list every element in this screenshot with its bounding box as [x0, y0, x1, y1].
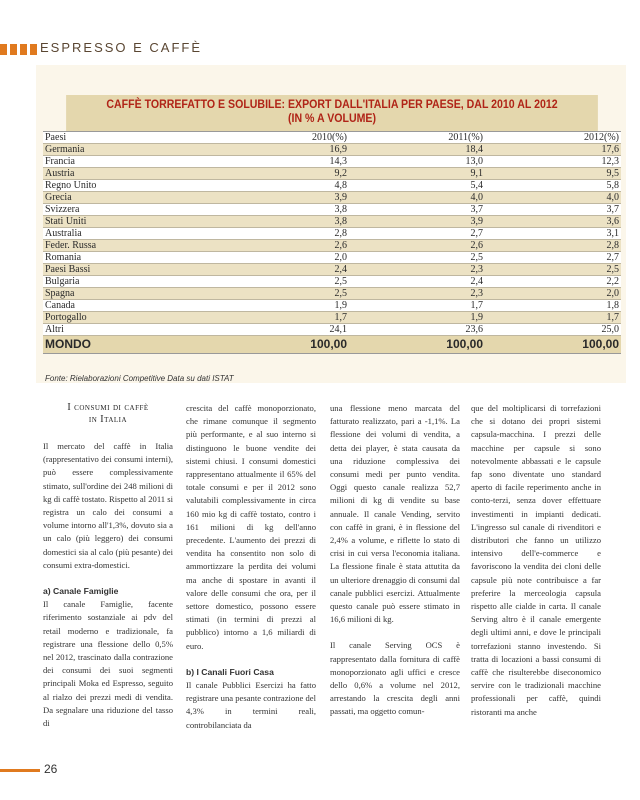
page-header	[0, 38, 640, 58]
value-cell: 2,7	[349, 228, 485, 240]
table-row	[43, 204, 621, 216]
table-row	[43, 228, 621, 240]
country-cell: Australia	[43, 228, 213, 240]
value-cell: 2,0	[485, 288, 621, 300]
value-cell: 9,2	[213, 168, 349, 180]
country-cell: Spagna	[43, 288, 213, 300]
value-cell: 23,6	[349, 324, 485, 336]
value-cell: 4,0	[349, 192, 485, 204]
table-row	[43, 240, 621, 252]
table-row	[43, 168, 621, 180]
country-cell: Paesi Bassi	[43, 264, 213, 276]
value-cell: 1,7	[349, 300, 485, 312]
paragraph: Il mercato del caffè in Italia (rappresentativo dei consumi interni), può essere complessivamente stimato, sull'ordine dei 248 milioni di kg di caffè tostato. Rispetto al 2011 si registra un calo dei consumi a volume intorno all'1,3%, dovuto sia a un calo (più leggero) dei consumi domestici sia al calo (più pesante) dei consumi extra-domestici.	[43, 441, 173, 570]
table-row	[43, 180, 621, 192]
value-cell: 3,9	[213, 192, 349, 204]
country-cell: Grecia	[43, 192, 213, 204]
footer-accent-line	[0, 769, 40, 772]
table-row	[43, 300, 621, 312]
value-cell: 5,4	[349, 180, 485, 192]
value-cell: 2,3	[349, 264, 485, 276]
paragraph: una flessione meno marcata del fatturato realizzato, pari a -1,1%. La flessione dei volumi di vendita, a detta dei player, è stata causata da una riduzione complessiva dei consumi medi per punto vendita. Oggi questo canale realizza 52,7 milioni di kg di vendite su base annuale. Il canale Vending, servito con caffè in grani, è in flessione del 2,4% a volume, e riflette lo stato di crisi in cui versa l'economia italiana. La flessione finale è stata attutita da un ulteriore drenaggio di consumi dal canale pubblici esercizi. Attualmente questo canale può essere stimato in 16,6 milioni di kg.	[330, 403, 460, 625]
value-cell: 1,9	[213, 300, 349, 312]
table-row	[43, 216, 621, 228]
value-cell: 2,5	[213, 288, 349, 300]
table-row	[43, 192, 621, 204]
country-cell: Svizzera	[43, 204, 213, 216]
value-cell: 16,9	[213, 144, 349, 156]
value-cell: 2,2	[485, 276, 621, 288]
value-cell: 3,7	[349, 204, 485, 216]
value-cell: 3,7	[485, 204, 621, 216]
value-cell: 1,8	[485, 300, 621, 312]
value-cell: 2,6	[349, 240, 485, 252]
value-cell: 1,7	[213, 312, 349, 324]
paragraph: Il canale Serving OCS è rappresentato dalla fornitura di caffè monoporzionato agli uffici e cresce dello 0,6% a volume nel 2012, arrestando la crescita degli anni passati, ma oggetto comun-	[330, 640, 460, 717]
value-cell: 2,0	[213, 252, 349, 264]
value-cell: 4,0	[485, 192, 621, 204]
country-cell: Stati Uniti	[43, 216, 213, 228]
country-cell: Portogallo	[43, 312, 213, 324]
table-row	[43, 252, 621, 264]
value-cell: 3,8	[213, 204, 349, 216]
country-cell: Altri	[43, 324, 213, 336]
value-cell: 3,6	[485, 216, 621, 228]
value-cell: 2,5	[213, 276, 349, 288]
value-cell: 4,8	[213, 180, 349, 192]
total-value: 100,00	[213, 336, 349, 354]
value-cell: 2,5	[349, 252, 485, 264]
value-cell: 3,8	[213, 216, 349, 228]
table-source: Fonte: Rielaborazioni Competitive Data su dati ISTAT	[45, 374, 234, 383]
country-cell: Austria	[43, 168, 213, 180]
value-cell: 25,0	[485, 324, 621, 336]
table-row	[43, 276, 621, 288]
table-row	[43, 288, 621, 300]
value-cell: 5,8	[485, 180, 621, 192]
value-cell: 2,8	[213, 228, 349, 240]
country-cell: Feder. Russa	[43, 240, 213, 252]
value-cell: 3,1	[485, 228, 621, 240]
export-table	[43, 95, 621, 354]
table-row	[43, 324, 621, 336]
table-row	[43, 156, 621, 168]
country-cell: Bulgaria	[43, 276, 213, 288]
country-cell: Romania	[43, 252, 213, 264]
subheading: a) Canale Famiglie	[43, 586, 119, 597]
value-cell: 1,7	[485, 312, 621, 324]
value-cell: 9,1	[349, 168, 485, 180]
table-row	[43, 264, 621, 276]
article-heading: I consumi di caffè in Italia	[67, 402, 149, 425]
country-cell: Regno Unito	[43, 180, 213, 192]
value-cell: 2,5	[485, 264, 621, 276]
value-cell: 14,3	[213, 156, 349, 168]
value-cell: 13,0	[349, 156, 485, 168]
value-cell: 12,3	[485, 156, 621, 168]
table-row	[43, 144, 621, 156]
article-column-3	[330, 402, 460, 732]
country-cell: Germania	[43, 144, 213, 156]
header-squares	[0, 44, 37, 55]
table-row	[43, 312, 621, 324]
article-column-2	[186, 402, 316, 745]
value-cell: 2,8	[485, 240, 621, 252]
table-total-row	[43, 336, 621, 354]
value-cell: 2,4	[213, 264, 349, 276]
total-value: 100,00	[349, 336, 485, 354]
paragraph: crescita del caffè monoporzionato, che rimane comunque il segmento più performante, e al suo interno si distinguono le buone vendite dei sistemi chiusi. I consumi domestici rappresentano attualmente il 65% del totale consumi e per il 2012 sono valutabili complessivamente in circa 160 mio kg di caffè tostato, contro i 161 milioni di kg dell'anno precedente. L'aumento dei prezzi di vendita ha consentito non solo di ammortizzare la perdita dei volumi ma anche di spostare in avanti il valore delle consumi che ora, per il settore domestico, possono essere stimati (in termini di prezzi al pubblico) intorno a 1,6 miliardi di euro.	[186, 403, 316, 651]
paragraph: que del moltiplicarsi di torrefazioni che si dotano dei propri sistemi capsula-macchina. I prezzi delle macchine per capsule si sono notevolmente abbassati e le capsule fap sono diventate uno standard aperto di facile reperimento anche in conto-terzi, senza dover effettuare investimenti in impianti dedicati. L'ingresso sul canale di rivenditori e distributori che fanno un utilizzo intensivo dell'e-commerce e favoriscono la vendita dei cloni delle capsule più note contribuisce a far preferire la merceologia capsula rispetto alle cialde in carta. Il canale Serving altro è il canale emergente degli ultimi anni, e dove le principali torrefazioni stanno investendo. Si tratta di locazioni a bassi consumi di caffè che risulterebbe diseconomico servire con le tradizionali macchine professionali per caffè, quindi ristoranti ma anche	[471, 403, 601, 717]
value-cell: 17,6	[485, 144, 621, 156]
value-cell: 24,1	[213, 324, 349, 336]
total-value: 100,00	[485, 336, 621, 354]
value-cell: 18,4	[349, 144, 485, 156]
value-cell: 2,6	[213, 240, 349, 252]
paragraph: a) Canale Famiglie Il canale Famiglie, facente riferimento sostanziale ai pdv del retail moderno e tradizionale, fa registrare una flessione dello 0,5% nel 2012, trascinato dalla contrazione dei consumi dei suoi segmenti principali Moka ed Espresso, seguito al rialzo dei prezzi medi di vendita. Da segnalare una riduzione del tasso di	[43, 586, 173, 729]
page-number: 26	[44, 762, 58, 776]
value-cell: 2,3	[349, 288, 485, 300]
country-cell: Francia	[43, 156, 213, 168]
table-title: CAFFÈ TORREFATTO E SOLUBILE: EXPORT DALL'ITALIA PER PAESE, DAL 2010 AL 2012 (IN % A VOLUME)	[66, 95, 598, 131]
country-cell: Canada	[43, 300, 213, 312]
article-column-1	[43, 402, 173, 743]
value-cell: 3,9	[349, 216, 485, 228]
value-cell: 2,4	[349, 276, 485, 288]
table-header-row: Paesi 2010(%) 2011(%) 2012(%)	[45, 132, 619, 143]
value-cell: 9,5	[485, 168, 621, 180]
value-cell: 2,7	[485, 252, 621, 264]
section-title: ESPRESSO E CAFFÈ	[40, 40, 203, 55]
total-label: MONDO	[43, 336, 213, 354]
paragraph: b) I Canali Fuori Casa Il canale Pubblici Esercizi ha fatto registrare una pesante contrazione del 4,3% in termini reali, controbilanciata da	[186, 666, 316, 730]
value-cell: 1,9	[349, 312, 485, 324]
subheading: b) I Canali Fuori Casa	[186, 666, 274, 677]
article-column-4	[471, 402, 601, 732]
